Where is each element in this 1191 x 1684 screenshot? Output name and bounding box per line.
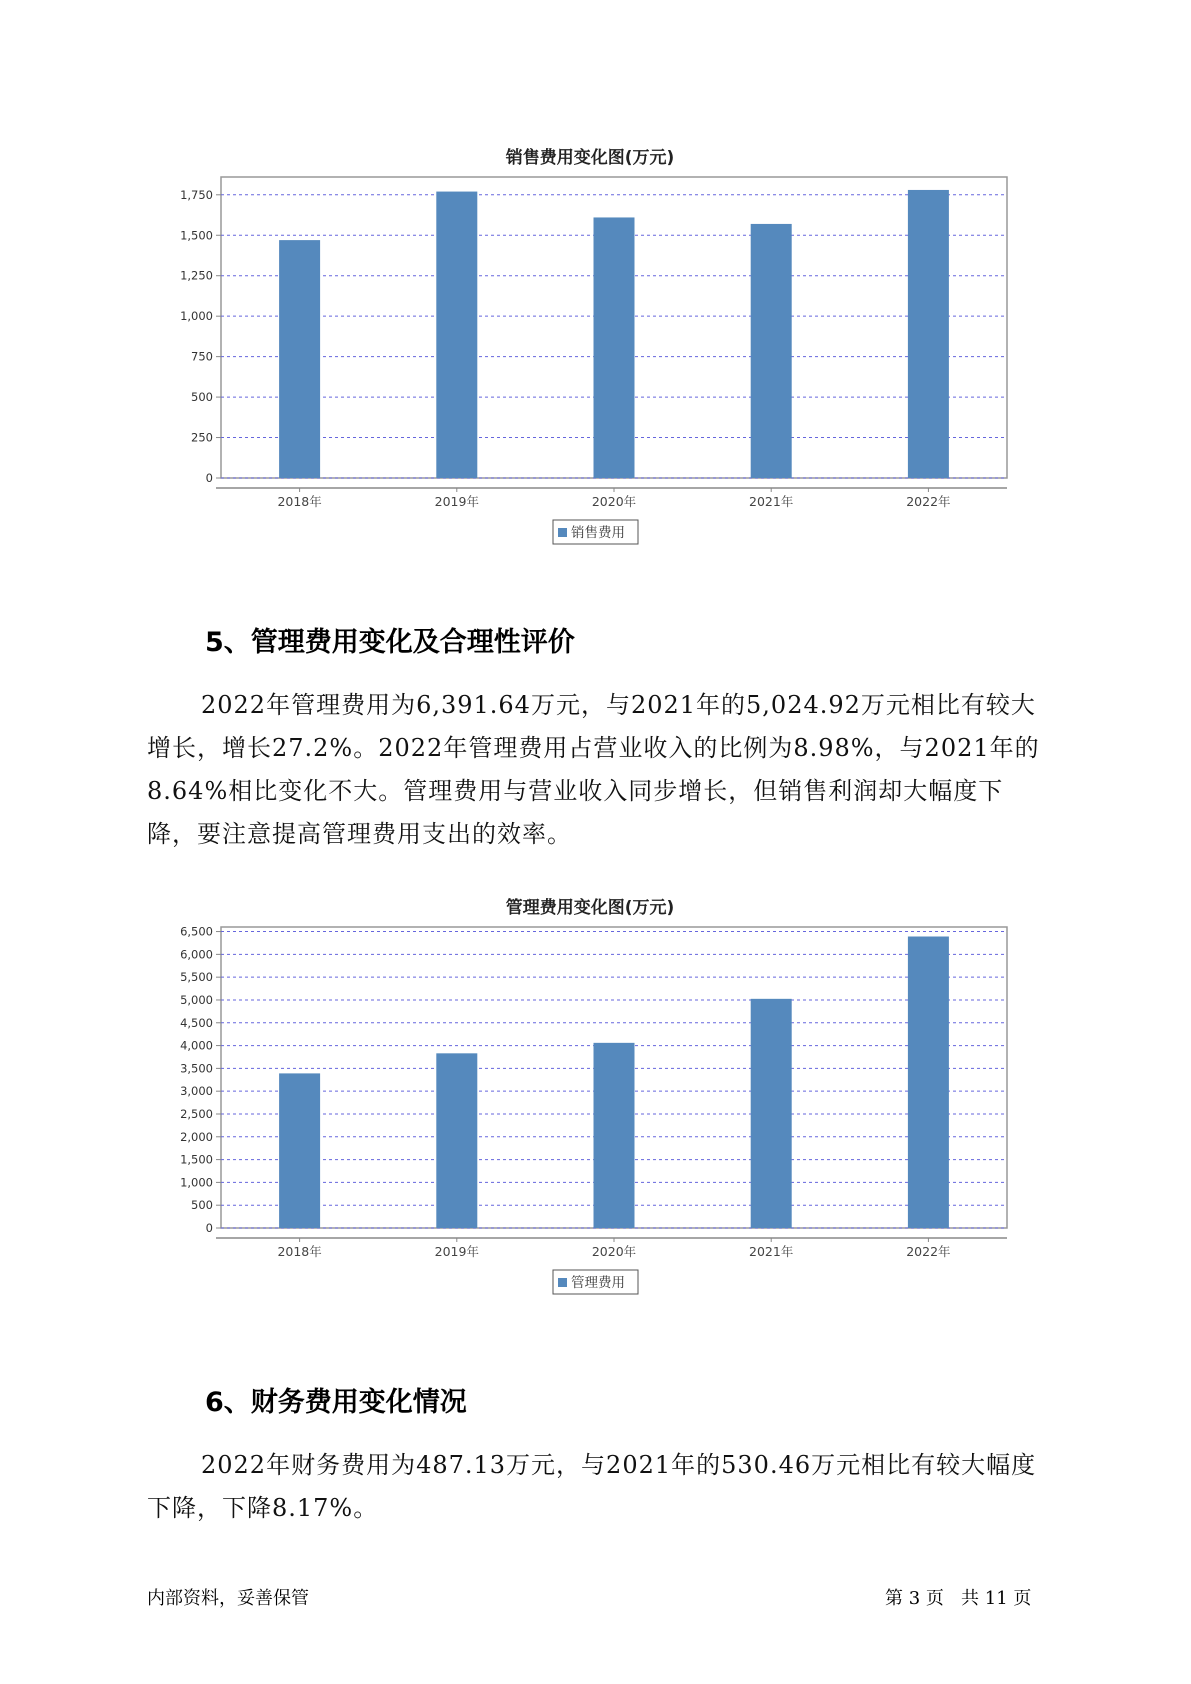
y-tick-label: 6,500 xyxy=(180,924,213,939)
y-tick-label: 1,250 xyxy=(180,268,213,283)
bar xyxy=(908,937,949,1228)
y-tick-label: 0 xyxy=(205,471,213,485)
y-tick-label: 0 xyxy=(205,1221,213,1235)
y-tick-label: 6,000 xyxy=(180,947,213,962)
bar xyxy=(751,999,792,1228)
section-heading-5: 5、管理费用变化及合理性评价 xyxy=(205,627,575,658)
x-tick-label: 2021年 xyxy=(749,1244,794,1259)
x-tick-label: 2020年 xyxy=(591,494,637,509)
y-tick-label: 2,000 xyxy=(180,1129,213,1144)
x-tick-label: 2019年 xyxy=(434,494,479,509)
x-tick-label: 2022年 xyxy=(906,1244,951,1259)
bar xyxy=(594,1043,635,1228)
y-tick-label: 4,500 xyxy=(180,1015,213,1030)
chart-svg xyxy=(150,890,1030,1340)
y-tick-label: 1,500 xyxy=(180,228,213,243)
bar xyxy=(751,224,792,478)
footer-confidential-note: 内部资料，妥善保管 xyxy=(147,1588,309,1609)
bar xyxy=(279,240,320,478)
legend xyxy=(553,1270,638,1294)
bar xyxy=(279,1073,320,1228)
bar xyxy=(594,217,635,478)
y-tick-label: 1,000 xyxy=(180,1175,213,1190)
bar xyxy=(436,192,477,478)
x-tick-label: 2020年 xyxy=(591,1244,637,1259)
section-heading-6: 6、财务费用变化情况 xyxy=(205,1387,467,1418)
chart-title: 管理费用变化图(万元) xyxy=(505,898,675,918)
legend xyxy=(553,520,638,544)
y-tick-label: 5,500 xyxy=(180,970,213,985)
legend-label: 管理费用 xyxy=(571,1275,625,1291)
x-tick-label: 2018年 xyxy=(277,1244,322,1259)
y-tick-label: 750 xyxy=(191,349,213,364)
y-tick-label: 4,000 xyxy=(180,1038,213,1053)
y-tick-label: 1,000 xyxy=(180,309,213,324)
y-tick-label: 1,750 xyxy=(180,187,213,202)
legend-swatch xyxy=(558,1278,567,1287)
y-tick-label: 250 xyxy=(191,430,213,445)
chart-title: 销售费用变化图(万元) xyxy=(505,148,675,168)
chart-sales-expense xyxy=(150,140,1030,590)
x-tick-label: 2018年 xyxy=(277,494,322,509)
y-tick-label: 2,500 xyxy=(180,1106,213,1121)
y-tick-label: 500 xyxy=(191,1198,213,1213)
x-tick-label: 2019年 xyxy=(434,1244,479,1259)
y-tick-label: 3,000 xyxy=(180,1084,213,1099)
bar xyxy=(436,1053,477,1228)
chart-admin-expense xyxy=(150,890,1030,1340)
x-tick-label: 2021年 xyxy=(749,494,794,509)
y-tick-label: 1,500 xyxy=(180,1152,213,1167)
legend-label: 销售费用 xyxy=(571,525,625,541)
y-tick-label: 3,500 xyxy=(180,1061,213,1076)
bar xyxy=(908,190,949,478)
chart-svg xyxy=(150,140,1030,590)
legend-swatch xyxy=(558,528,567,537)
section-paragraph-5: 2022年管理费用为6,391.64万元，与2021年的5,024.92万元相比有较大增长，增长27.2%。2022年管理费用占营业收入的比例为8.98%，与2021年的8.64%相比变化不大。管理费用与营业收入同步增长，但销售利润却大幅度下降，要注意提高管理费用支出的效率。 xyxy=(147,691,1040,848)
y-tick-label: 500 xyxy=(191,390,213,405)
section-paragraph-6: 2022年财务费用为487.13万元，与2021年的530.46万元相比有较大幅度下降，下降8.17%。 xyxy=(147,1451,1037,1522)
footer-page-number: 第 3 页 共 11 页 xyxy=(885,1588,1032,1609)
x-tick-label: 2022年 xyxy=(906,494,951,509)
y-tick-label: 5,000 xyxy=(180,992,213,1007)
